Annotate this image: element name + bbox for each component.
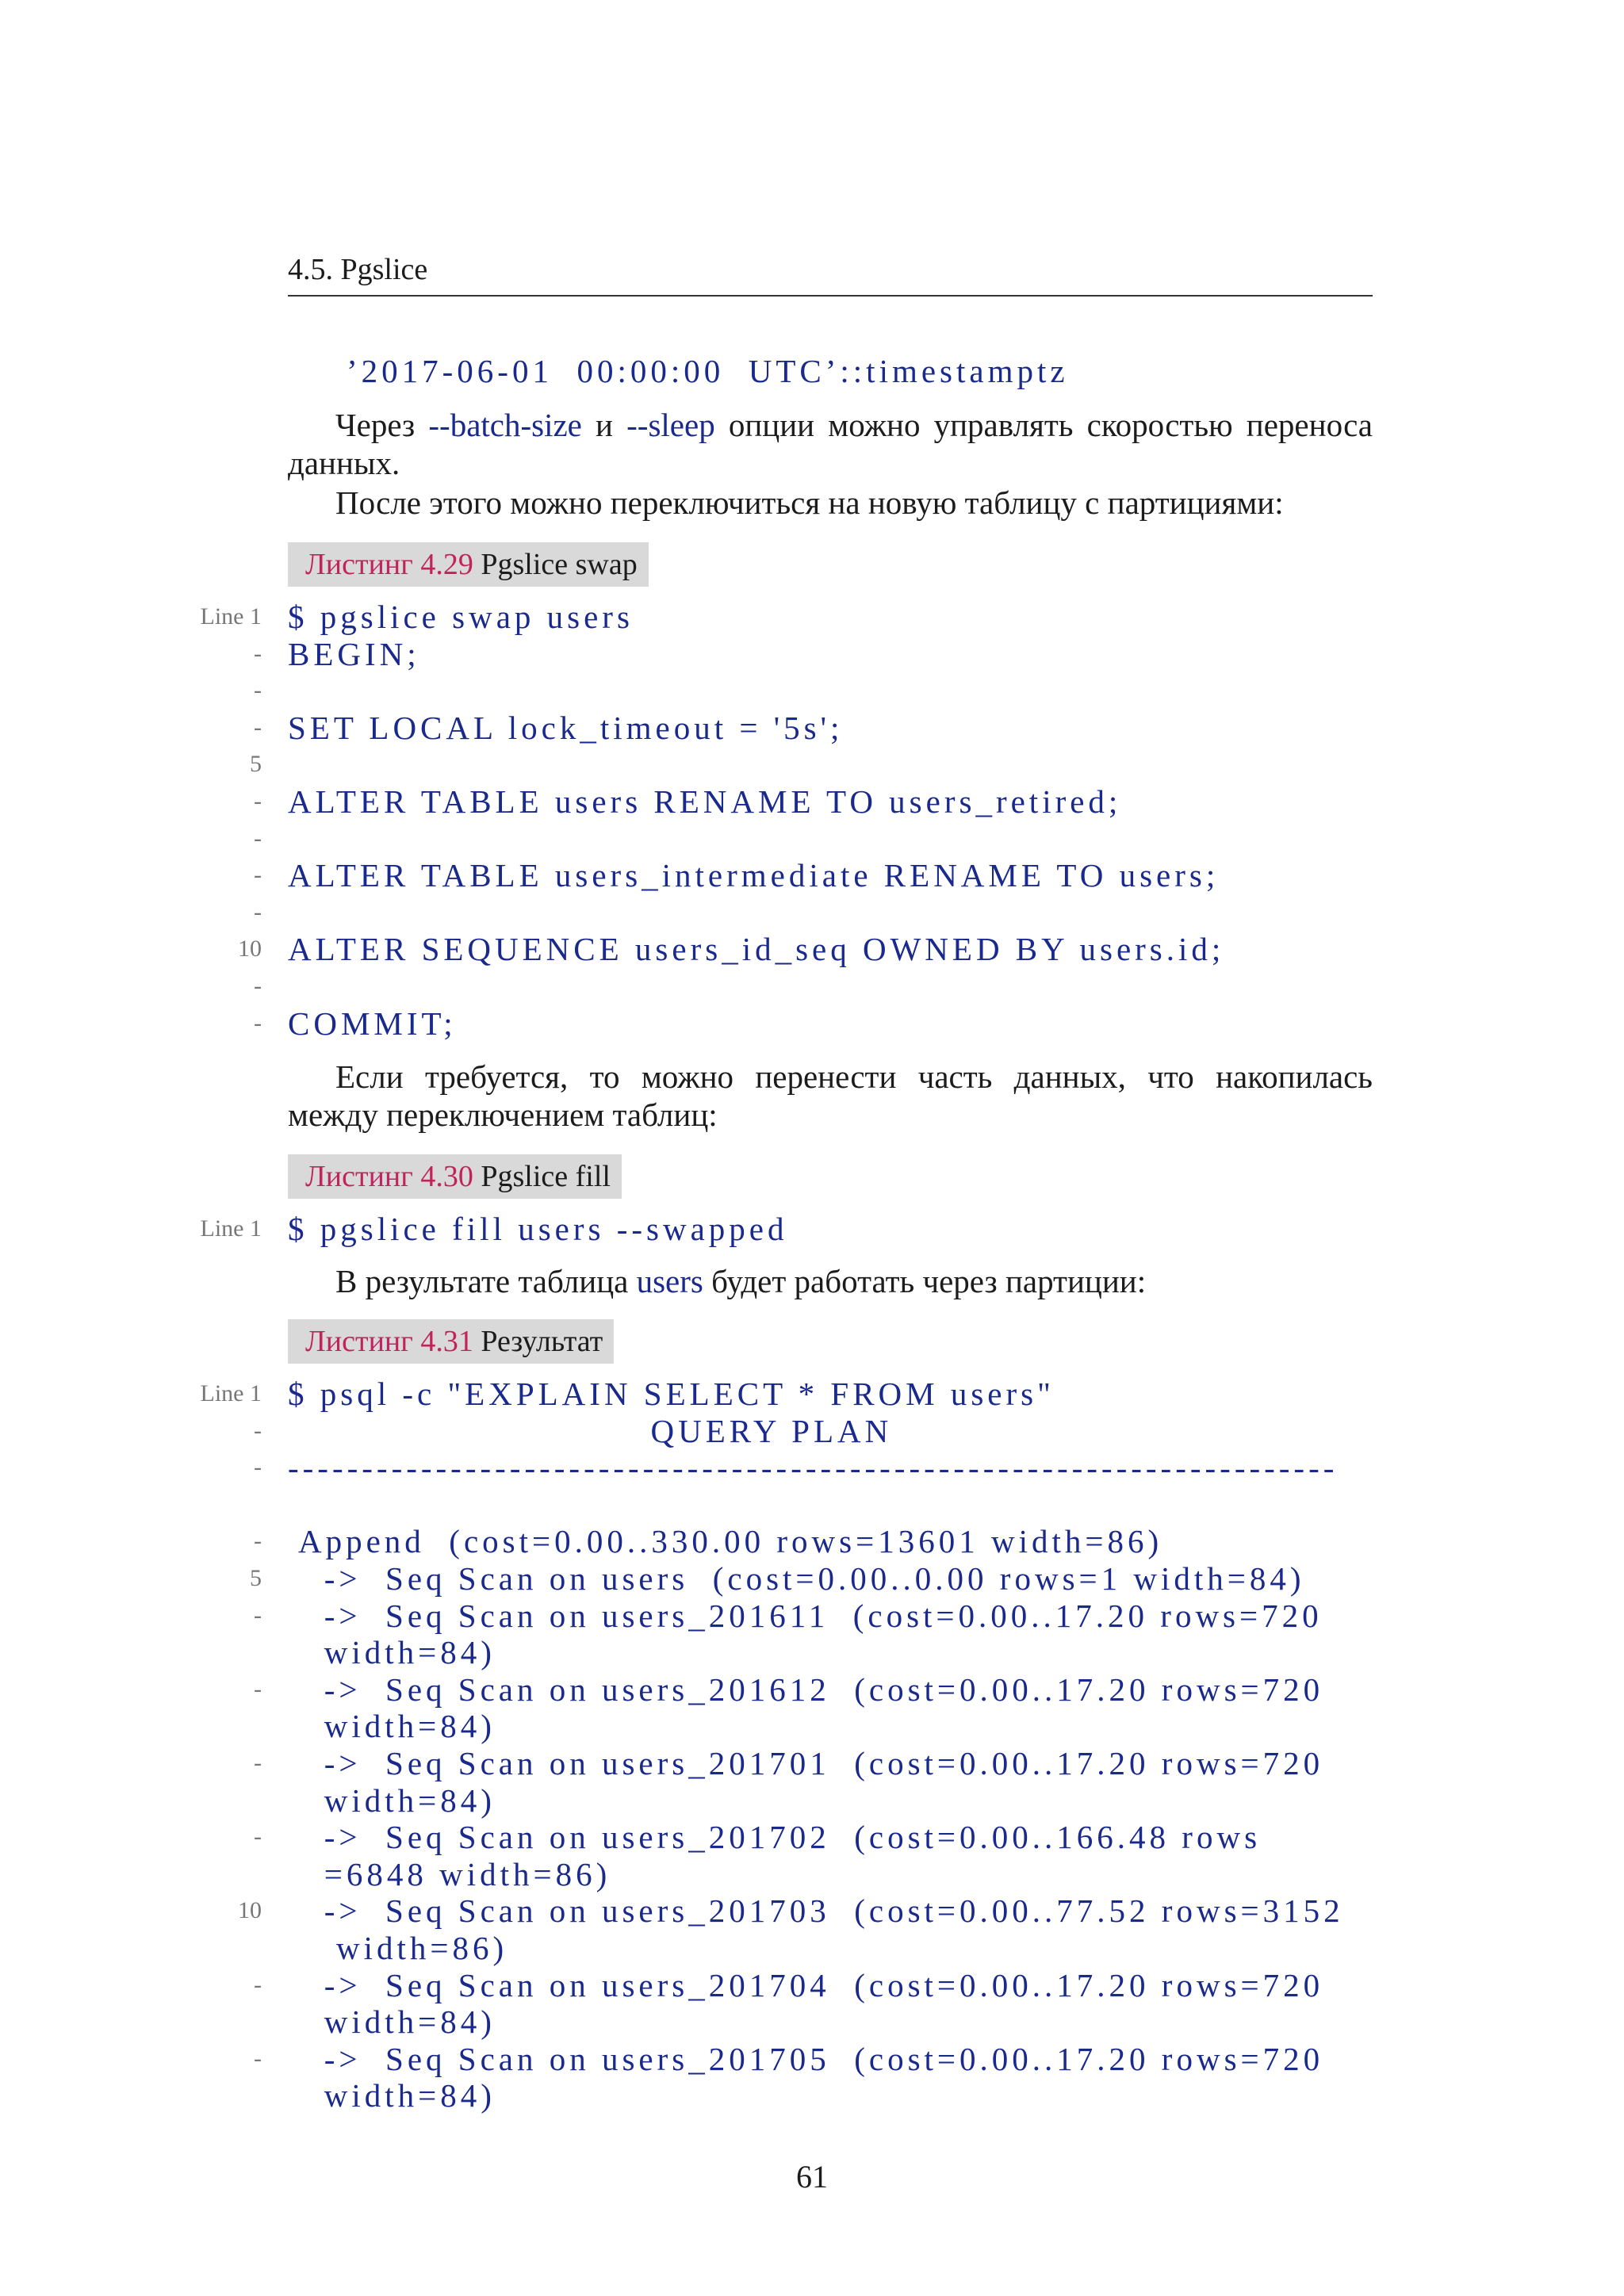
paragraph-4: В результате таблица users будет работать через партиции: [335, 1263, 1147, 1299]
code-line: width=84) [288, 1634, 496, 1671]
listing-30-caption [288, 1154, 622, 1199]
listing-29-caption [288, 542, 649, 587]
line-number: - [254, 825, 262, 851]
line-number: - [254, 714, 262, 740]
listing-label: Листинг 4.30 [305, 1160, 473, 1193]
code-line: width=84) [288, 1781, 496, 1819]
line-number: - [254, 788, 262, 814]
code-line: -> Seq Scan on users_201611 (cost=0.00..17.20 rows=720 [288, 1597, 1323, 1634]
option-sleep: --sleep [626, 407, 715, 443]
line-number: - [254, 2045, 262, 2072]
code-line: width=86) [288, 1930, 508, 1966]
line-number: - [254, 862, 262, 889]
listing-title: Результат [481, 1325, 603, 1358]
code-line: -> Seq Scan on users_201612 (cost=0.00..17.20 rows=720 [288, 1670, 1324, 1708]
top-code-line: ’2017-06-01 00:00:00 UTC’::timestamptz [347, 353, 1069, 389]
code-line: -> Seq Scan on users (cost=0.00..0.00 rows=1 width=84) [288, 1560, 1305, 1597]
code-line: -> Seq Scan on users_201703 (cost=0.00..77.52 rows=3152 [288, 1892, 1344, 1930]
line-number: - [254, 973, 262, 999]
listing-label: Листинг 4.31 [305, 1325, 473, 1358]
page-number: 61 [796, 2159, 828, 2195]
paragraph-3: Если требуется, то можно перенести часть данных, что накопилась [335, 1058, 1373, 1095]
header-rule [288, 295, 1373, 297]
listing-title: Pgslice swap [481, 548, 638, 581]
code-line: QUERY PLAN [288, 1412, 893, 1449]
running-header: 4.5. Pgslice [288, 253, 428, 286]
line-number: - [254, 1750, 262, 1776]
code-line: =6848 width=86) [288, 1855, 611, 1892]
code-line: BEGIN; [288, 635, 420, 672]
code-line: ALTER SEQUENCE users_id_seq OWNED BY users.id; [288, 931, 1225, 968]
line-number: - [254, 1528, 262, 1555]
line-number: 5 [250, 1565, 262, 1591]
code-line: -> Seq Scan on users_201701 (cost=0.00..17.20 rows=720 [288, 1745, 1324, 1781]
code-line: ALTER TABLE users_intermediate RENAME TO users; [288, 857, 1220, 894]
line-number: - [254, 1009, 262, 1036]
line-number: - [254, 1454, 262, 1481]
listing-label: Листинг 4.29 [305, 548, 473, 581]
code-line: ALTER TABLE users RENAME TO users_retired; [288, 783, 1122, 820]
code-line: $ psql -c "EXPLAIN SELECT * FROM users" [288, 1376, 1055, 1412]
code-line: width=84) [288, 2077, 496, 2114]
line-number: - [254, 898, 262, 925]
table-name: users [636, 1263, 703, 1299]
code-line: width=84) [288, 2003, 496, 2041]
line-number: 5 [250, 751, 262, 778]
line-number: - [254, 1971, 262, 1998]
line-number: Line 1 [200, 1380, 262, 1406]
paragraph-1: Через --batch-size и --sleep опции можно управлять скоростью переноса [335, 407, 1373, 443]
code-line: SET LOCAL lock_timeout = '5s'; [288, 709, 844, 746]
line-number: Line 1 [200, 1215, 262, 1242]
line-number: - [254, 1417, 262, 1444]
line-number: Line 1 [200, 603, 262, 629]
line-number: - [254, 640, 262, 667]
line-number: 10 [238, 936, 262, 962]
code-line: -> Seq Scan on users_201705 (cost=0.00..17.20 rows=720 [288, 2040, 1324, 2077]
option-batch-size: --batch-size [428, 407, 582, 443]
line-number: 10 [238, 1897, 262, 1924]
line-number: - [254, 1675, 262, 1702]
code-line: $ pgslice swap users [288, 599, 634, 635]
listing-31-caption [288, 1319, 614, 1364]
paragraph-1-line-2: данных. [288, 445, 400, 481]
listing-title: Pgslice fill [481, 1160, 611, 1193]
code-line: width=84) [288, 1708, 496, 1745]
paragraph-2: После этого можно переключиться на новую таблицу с партициями: [335, 484, 1284, 521]
paragraph-3-line-2: между переключением таблиц: [288, 1096, 718, 1133]
code-line: -> Seq Scan on users_201702 (cost=0.00..166.48 rows [288, 1819, 1262, 1856]
fill-code-line: $ pgslice fill users --swapped [288, 1211, 788, 1247]
line-number: - [254, 1823, 262, 1850]
code-line: ----------------------------------------------------------------------- [288, 1449, 1339, 1487]
line-number: - [254, 1601, 262, 1628]
line-number: - [254, 677, 262, 704]
code-line: COMMIT; [288, 1004, 457, 1042]
code-line: Append (cost=0.00..330.00 rows=13601 width=86) [288, 1523, 1163, 1560]
code-line: -> Seq Scan on users_201704 (cost=0.00..17.20 rows=720 [288, 1966, 1324, 2003]
